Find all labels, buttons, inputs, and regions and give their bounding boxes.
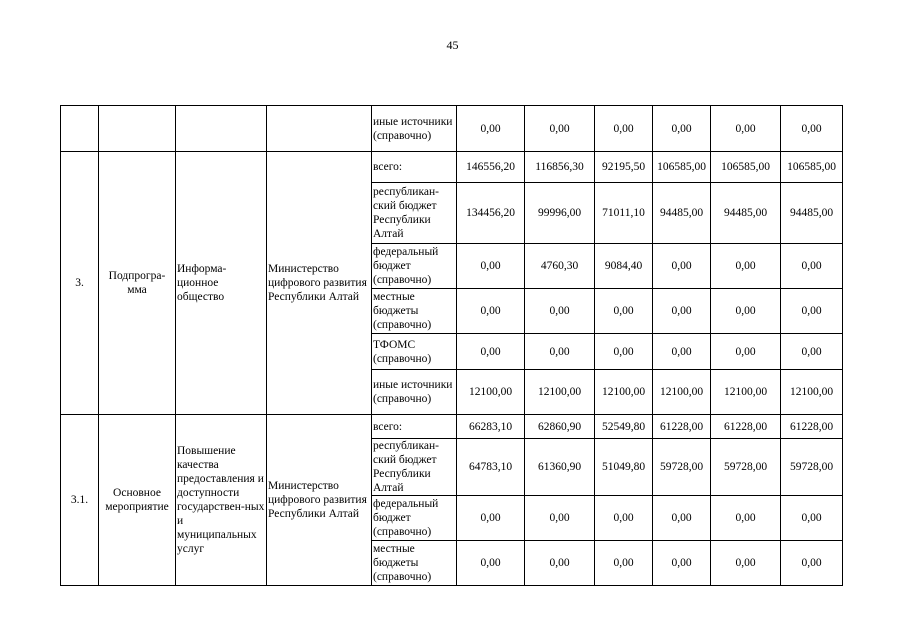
item-name-cell: Повышение качества предоставления и доступности государствен-ных и муниципальных услуг — [176, 415, 267, 586]
value-cell: 94485,00 — [781, 183, 843, 244]
funding-source-cell: республикан-ский бюджет Республики Алтай — [372, 439, 457, 496]
value-cell: 62860,90 — [525, 415, 595, 439]
value-cell: 0,00 — [653, 106, 711, 152]
value-cell: 146556,20 — [457, 152, 525, 183]
value-cell: 0,00 — [525, 334, 595, 370]
value-cell: 0,00 — [653, 289, 711, 334]
value-cell: 52549,80 — [595, 415, 653, 439]
empty-cell — [99, 106, 176, 152]
value-cell: 59728,00 — [781, 439, 843, 496]
item-number-cell: 3. — [61, 152, 99, 415]
value-cell: 0,00 — [781, 244, 843, 289]
value-cell: 92195,50 — [595, 152, 653, 183]
empty-cell — [267, 106, 372, 152]
table-row — [61, 152, 843, 183]
value-cell: 0,00 — [595, 334, 653, 370]
value-cell: 12100,00 — [653, 370, 711, 415]
value-cell: 0,00 — [595, 289, 653, 334]
empty-cell — [61, 106, 99, 152]
value-cell: 0,00 — [711, 106, 781, 152]
value-cell: 0,00 — [457, 334, 525, 370]
executor-cell: Министерство цифрового развития Республики Алтай — [267, 152, 372, 415]
value-cell: 59728,00 — [653, 439, 711, 496]
value-cell: 0,00 — [457, 541, 525, 586]
item-type-cell: Основное мероприятие — [99, 415, 176, 586]
value-cell: 0,00 — [781, 496, 843, 541]
value-cell: 0,00 — [653, 496, 711, 541]
value-cell: 0,00 — [653, 244, 711, 289]
page-number: 45 — [446, 38, 459, 52]
funding-source-cell: республикан-ский бюджет Республики Алтай — [372, 183, 457, 244]
value-cell: 106585,00 — [781, 152, 843, 183]
value-cell: 0,00 — [457, 106, 525, 152]
funding-source-cell: федеральный бюджет (справочно) — [372, 244, 457, 289]
value-cell: 64783,10 — [457, 439, 525, 496]
item-number-cell: 3.1. — [61, 415, 99, 586]
value-cell: 61228,00 — [781, 415, 843, 439]
value-cell: 0,00 — [525, 106, 595, 152]
value-cell: 0,00 — [711, 334, 781, 370]
funding-source-cell: иные источники (справочно) — [372, 370, 457, 415]
value-cell: 0,00 — [525, 496, 595, 541]
value-cell: 12100,00 — [711, 370, 781, 415]
executor-cell: Министерство цифрового развития Республики Алтай — [267, 415, 372, 586]
funding-source-cell: местные бюджеты (справочно) — [372, 289, 457, 334]
funding-source-cell: ТФОМС (справочно) — [372, 334, 457, 370]
value-cell: 0,00 — [525, 541, 595, 586]
value-cell: 71011,10 — [595, 183, 653, 244]
value-cell: 0,00 — [653, 334, 711, 370]
empty-cell — [176, 106, 267, 152]
value-cell: 12100,00 — [457, 370, 525, 415]
value-cell: 12100,00 — [781, 370, 843, 415]
value-cell: 0,00 — [711, 496, 781, 541]
funding-source-cell: федеральный бюджет (справочно) — [372, 496, 457, 541]
value-cell: 0,00 — [781, 541, 843, 586]
value-cell: 61228,00 — [711, 415, 781, 439]
value-cell: 9084,40 — [595, 244, 653, 289]
value-cell: 106585,00 — [711, 152, 781, 183]
value-cell: 0,00 — [781, 289, 843, 334]
value-cell: 12100,00 — [525, 370, 595, 415]
value-cell: 94485,00 — [711, 183, 781, 244]
value-cell: 0,00 — [653, 541, 711, 586]
value-cell: 106585,00 — [653, 152, 711, 183]
value-cell: 0,00 — [711, 244, 781, 289]
value-cell: 59728,00 — [711, 439, 781, 496]
value-cell: 0,00 — [457, 244, 525, 289]
table-row — [61, 415, 843, 439]
value-cell: 4760,30 — [525, 244, 595, 289]
value-cell: 0,00 — [457, 289, 525, 334]
value-cell: 51049,80 — [595, 439, 653, 496]
value-cell: 61228,00 — [653, 415, 711, 439]
value-cell: 94485,00 — [653, 183, 711, 244]
funding-source-cell: всего: — [372, 152, 457, 183]
value-cell: 61360,90 — [525, 439, 595, 496]
funding-source-cell: всего: — [372, 415, 457, 439]
value-cell: 0,00 — [711, 289, 781, 334]
value-cell: 134456,20 — [457, 183, 525, 244]
value-cell: 116856,30 — [525, 152, 595, 183]
value-cell: 12100,00 — [595, 370, 653, 415]
value-cell: 0,00 — [595, 496, 653, 541]
value-cell: 0,00 — [595, 541, 653, 586]
value-cell: 66283,10 — [457, 415, 525, 439]
value-cell: 0,00 — [525, 289, 595, 334]
value-cell: 99996,00 — [525, 183, 595, 244]
budget-table — [60, 105, 843, 586]
value-cell: 0,00 — [781, 106, 843, 152]
funding-source-cell: местные бюджеты (справочно) — [372, 541, 457, 586]
value-cell: 0,00 — [595, 106, 653, 152]
value-cell: 0,00 — [711, 541, 781, 586]
table-row — [61, 106, 843, 152]
item-name-cell: Информа-ционное общество — [176, 152, 267, 415]
funding-source-cell: иные источники (справочно) — [372, 106, 457, 152]
item-type-cell: Подпрогра-мма — [99, 152, 176, 415]
value-cell: 0,00 — [457, 496, 525, 541]
value-cell: 0,00 — [781, 334, 843, 370]
